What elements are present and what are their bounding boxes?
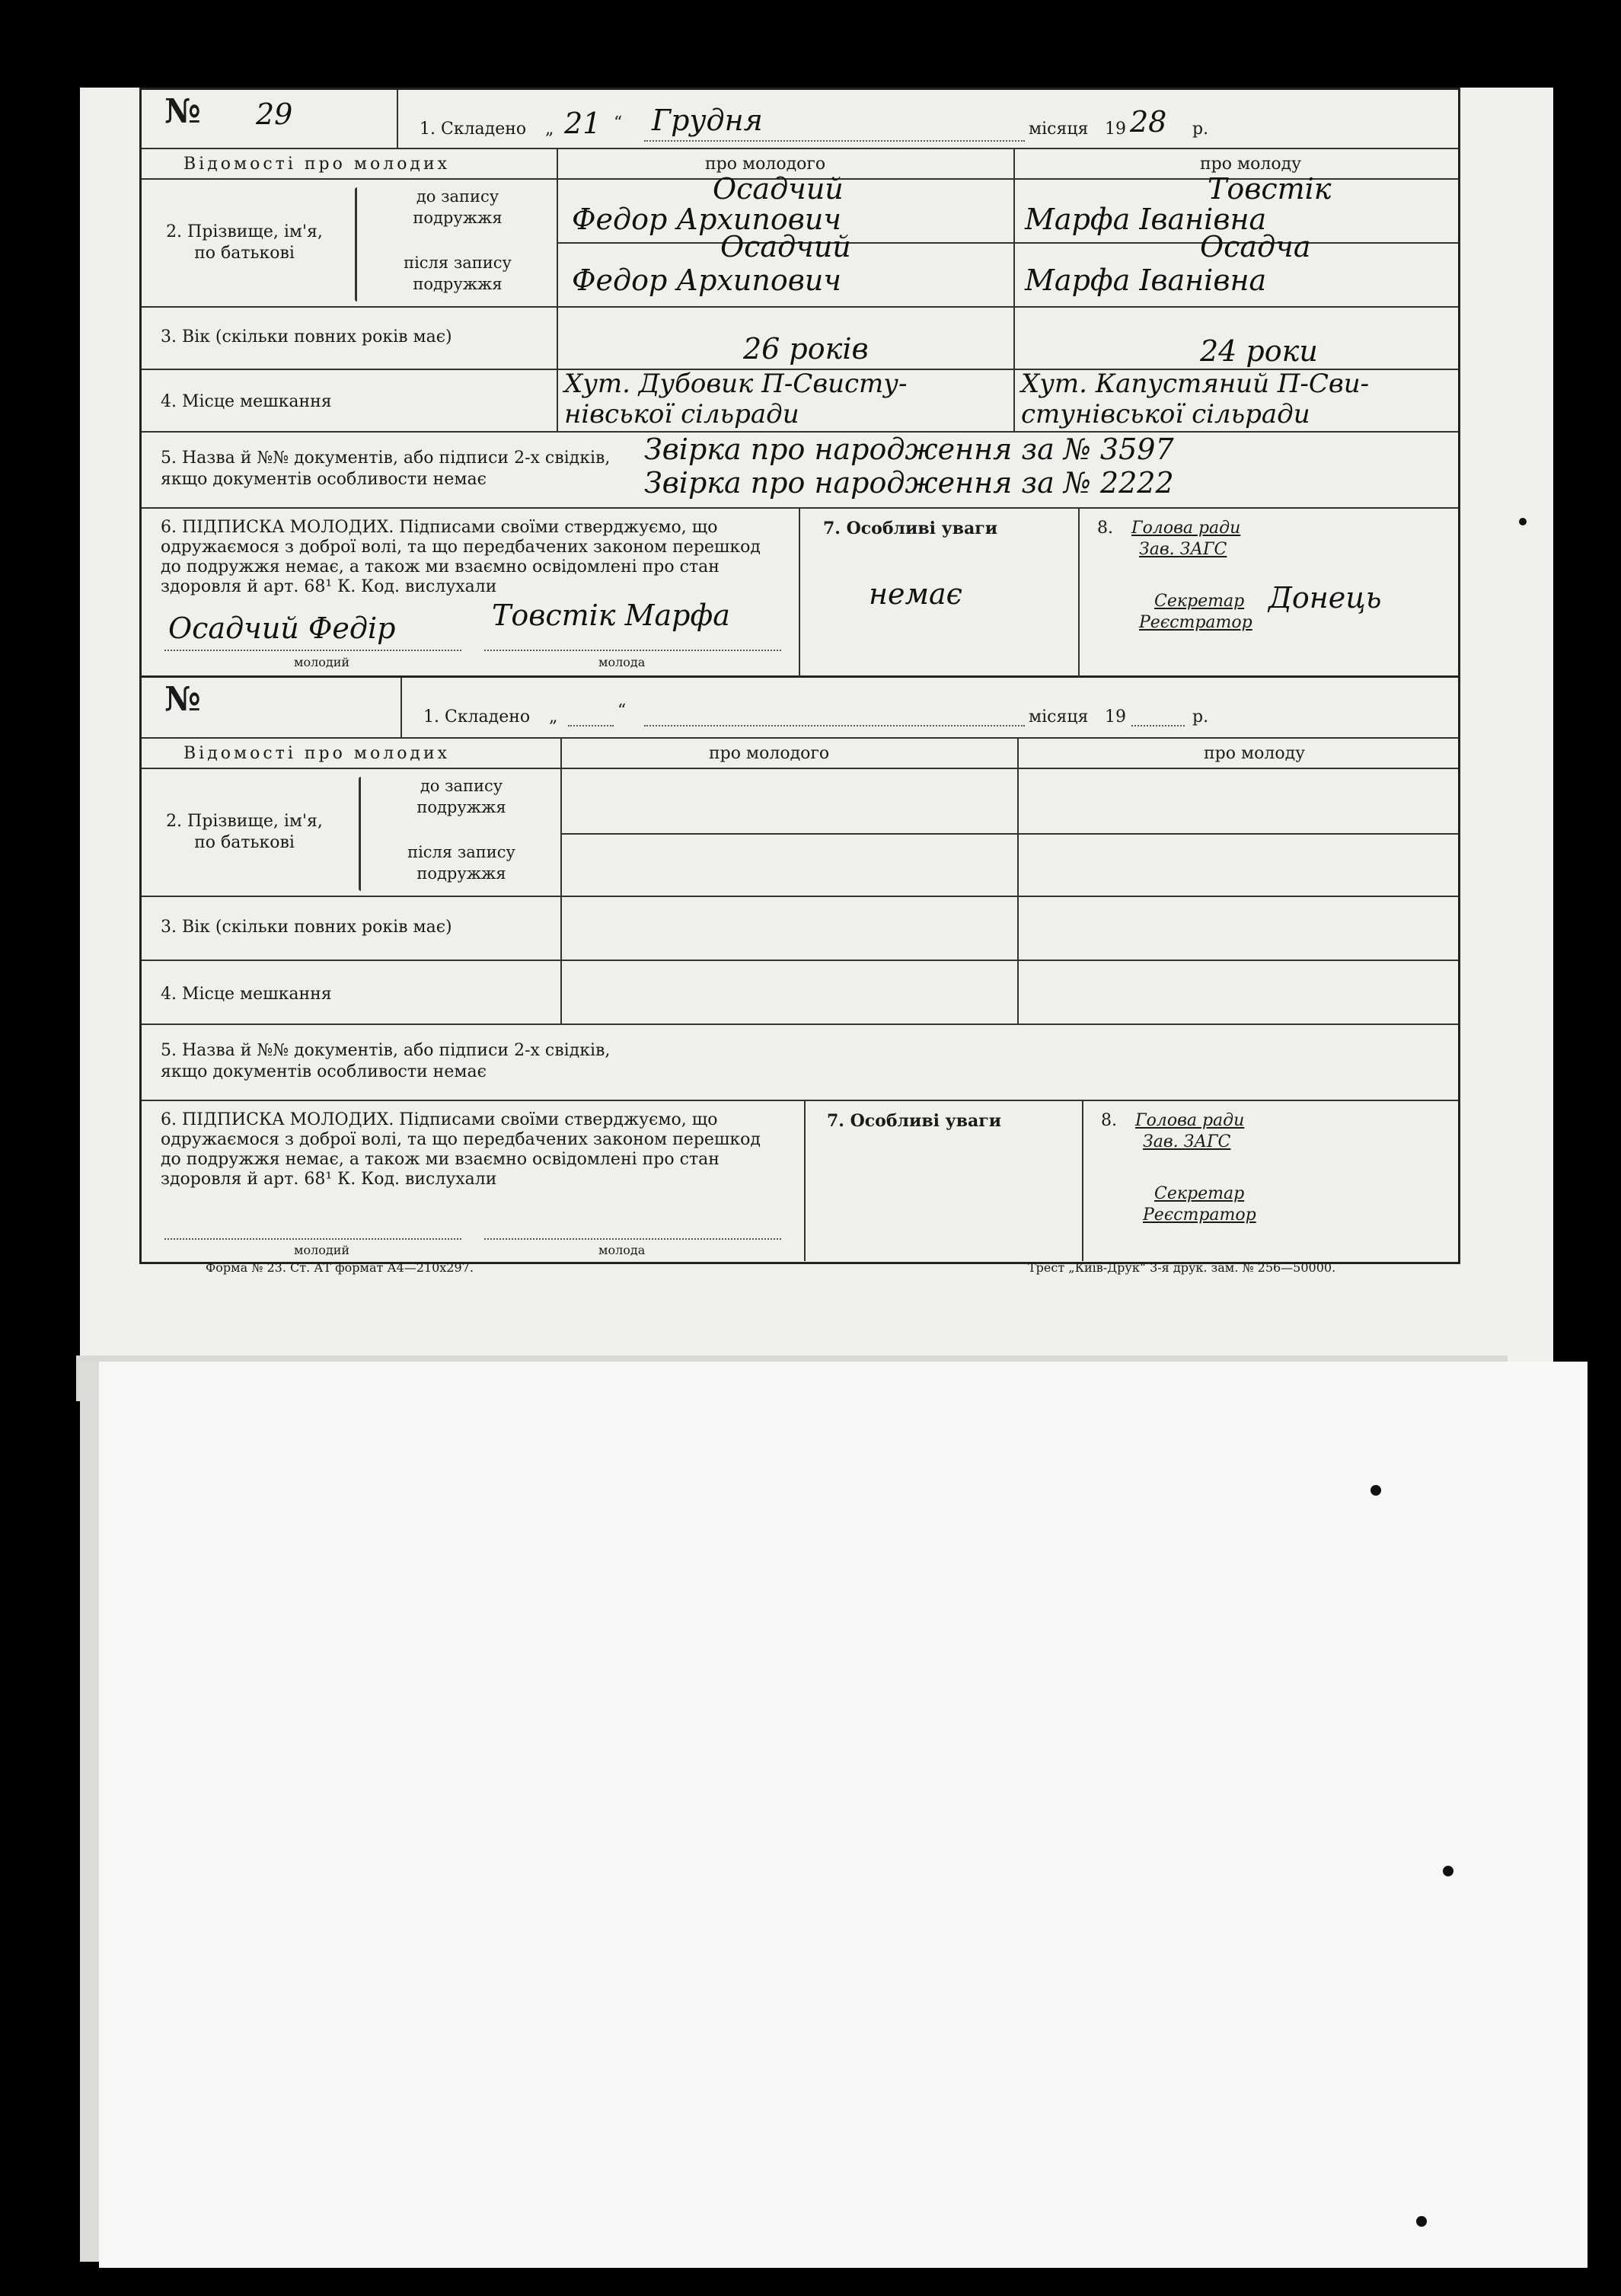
registrar-label: Реєстратор <box>1139 613 1252 632</box>
punch-mark <box>1371 1485 1381 1496</box>
groom-signature-label-blank: молодий <box>294 1243 350 1257</box>
month-label-blank: місяця <box>1029 707 1089 726</box>
year-prefix-blank: 19 <box>1105 707 1126 726</box>
groom-residence-1: Хут. Дубовик П-Свисту- <box>564 369 908 399</box>
compiled-label: 1. Складено <box>420 120 527 139</box>
bride-signature-label-blank: молода <box>598 1243 646 1257</box>
compiled-month: Грудня <box>652 104 763 137</box>
marriage-record-filled <box>139 88 1460 678</box>
record-header-row-blank: № 1. Складено „ “ місяця 19 р. <box>142 678 1458 739</box>
columns-header-row-blank <box>142 739 1458 769</box>
groom-surname-before: Осадчий <box>713 172 844 206</box>
registrar-label-blank: Реєстратор <box>1143 1205 1256 1225</box>
row7-label: 7. Особливі уваги <box>823 519 998 538</box>
punch-mark <box>1443 1866 1453 1876</box>
header-bride-blank: про молоду <box>1204 744 1306 763</box>
documents-row-blank <box>142 1025 1458 1101</box>
row2-after-label-blank: після запису подружжя <box>407 843 515 883</box>
groom-signature: Осадчий Федір <box>168 612 396 645</box>
row2-before-label: до запису подружжя <box>413 187 503 227</box>
documents-row <box>142 433 1458 509</box>
official-signature: Донець <box>1268 581 1382 615</box>
month-label: місяця <box>1029 120 1089 139</box>
signatures-row <box>142 509 1458 678</box>
footer-right: Трест „Київ-Друк“ 3-я друк. зам. № 256—50000. <box>1028 1260 1336 1275</box>
row2-label-blank: 2. Прізвище, ім'я, по батькові <box>166 812 323 852</box>
header-info: Відомості про молодих <box>183 155 451 174</box>
row6-label: 6. ПІДПИСКА МОЛОДИХ. Підписами своїми стверджуємо, що одружаємося з доброї волі, та що передбачених законом перешкод до подружжя немає, а також ми взаємно освідомлені про стан здоровля й арт. 68¹ К. Код. вислухали <box>161 518 761 596</box>
header-info-blank: Відомості про молодих <box>183 744 451 763</box>
bride-surname-before: Товстік <box>1208 172 1332 206</box>
bride-signature-label: молода <box>598 655 646 669</box>
groom-surname-after: Осадчий <box>720 230 851 263</box>
header-bride: про молоду <box>1200 155 1302 174</box>
age-row-blank <box>142 897 1458 961</box>
age-row <box>142 308 1458 370</box>
year-suffix: 28 <box>1130 105 1167 139</box>
names-row <box>142 172 1458 308</box>
bride-name-after: Марфа Іванівна <box>1025 263 1267 297</box>
groom-residence-2: нівської сільради <box>564 399 799 430</box>
groom-name-after: Федор Архипович <box>572 263 841 297</box>
documents-line-2: Звірка про народження за № 2222 <box>644 466 1174 500</box>
groom-age: 26 років <box>743 332 869 366</box>
bride-residence-1: Хут. Капустяний П-Сви- <box>1021 369 1370 399</box>
residence-row <box>142 370 1458 433</box>
year-prefix: 19 <box>1105 120 1126 139</box>
record-number-label-blank: № <box>164 680 201 719</box>
compiled-day: 21 <box>564 107 601 140</box>
secretary-label: Секретар <box>1154 592 1245 611</box>
row7-label-blank: 7. Особливі уваги <box>827 1111 1002 1131</box>
header-groom-blank: про молодого <box>709 744 830 763</box>
head-label-blank: Голова ради <box>1135 1111 1245 1130</box>
bride-surname-after: Осадча <box>1200 230 1311 263</box>
row5-label-blank: 5. Назва й №№ документів, або підписи 2-х свідків, якщо документів особливости немає <box>161 1041 611 1081</box>
marriage-record-blank <box>139 678 1460 1264</box>
row3-label: 3. Вік (скільки повних років має) <box>161 327 452 346</box>
names-row-blank <box>142 769 1458 897</box>
row2-before-label-blank: до запису подружжя <box>416 777 506 816</box>
bride-residence-2: стунівської сільради <box>1021 399 1310 430</box>
row8-number-blank: 8. <box>1101 1111 1117 1130</box>
row2-after-label: після запису подружжя <box>404 254 512 293</box>
year-unit: р. <box>1192 120 1209 139</box>
year-unit-blank: р. <box>1192 707 1209 726</box>
record-number-label: № <box>164 92 201 131</box>
bride-signature: Товстік Марфа <box>492 599 730 632</box>
groom-name-before: Федор Архипович <box>572 203 841 236</box>
row5-label: 5. Назва й №№ документів, або підписи 2-х свідків, якщо документів особливости немає <box>161 449 611 489</box>
row4-label: 4. Місце мешкання <box>161 392 332 411</box>
bride-name-before: Марфа Іванівна <box>1025 203 1267 236</box>
residence-row-blank <box>142 961 1458 1025</box>
row2-label: 2. Прізвище, ім'я, по батькові <box>166 222 323 263</box>
row8-number: 8. <box>1097 519 1113 538</box>
row3-label-blank: 3. Вік (скільки повних років має) <box>161 918 452 937</box>
header-groom: про молодого <box>705 155 826 174</box>
punch-mark <box>1519 518 1527 525</box>
zags-label: Зав. ЗАГС <box>1139 540 1227 559</box>
head-label: Голова ради <box>1131 519 1241 538</box>
zags-label-blank: Зав. ЗАГС <box>1143 1132 1231 1151</box>
compiled-label-blank: 1. Складено <box>423 707 531 726</box>
row6-label-blank: 6. ПІДПИСКА МОЛОДИХ. Підписами своїми стверджуємо, що одружаємося з доброї волі, та що передбачених законом перешкод до подружжя немає, а також ми взаємно освідомлені про стан здоровля й арт. 68¹ К. Код. вислухали <box>161 1110 761 1189</box>
record-number-value: 29 <box>256 97 293 131</box>
documents-line-1: Звірка про народження за № 3597 <box>644 433 1174 466</box>
punch-mark <box>1416 2216 1427 2227</box>
record-header-row: № 29 1. Складено „ 21 “ Грудня місяця 19 28 р. <box>142 90 1458 149</box>
signatures-row-blank <box>142 1101 1458 1261</box>
row4-label-blank: 4. Місце мешкання <box>161 985 332 1004</box>
bride-age: 24 роки <box>1200 334 1318 368</box>
secretary-label-blank: Секретар <box>1154 1184 1245 1203</box>
blank-sheet <box>99 1362 1587 2268</box>
remarks-value: немає <box>869 577 962 611</box>
groom-signature-label: молодий <box>294 655 350 669</box>
footer-left: Форма № 23. Ст. АТ формат А4—210х297. <box>206 1260 474 1275</box>
